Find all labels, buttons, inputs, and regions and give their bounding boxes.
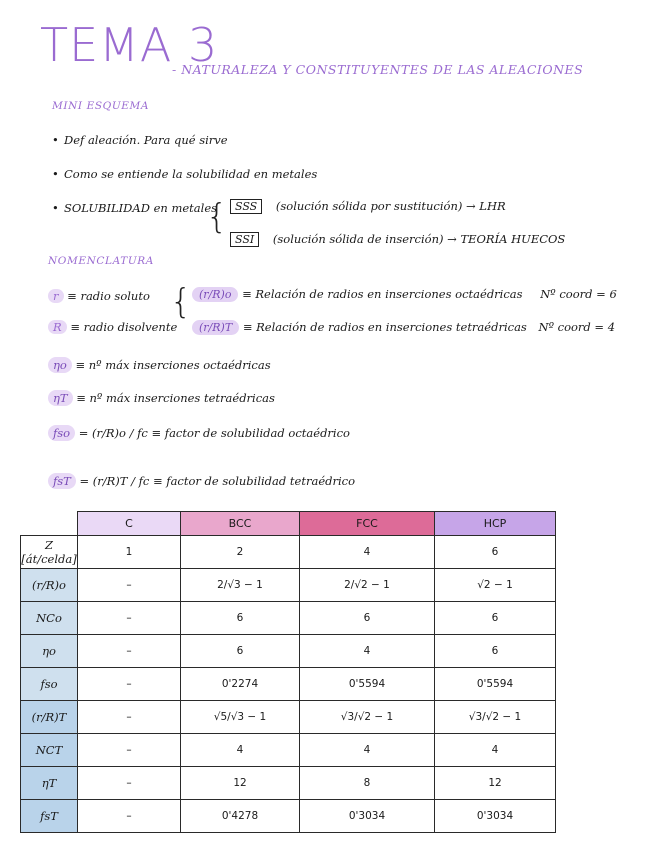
table-cell: 0'2274 bbox=[181, 668, 300, 701]
structure-table bbox=[20, 511, 556, 833]
brace-icon: { bbox=[170, 282, 192, 322]
ratio-o-symbol: (r/R)o bbox=[192, 287, 238, 302]
table-cell: 4 bbox=[300, 635, 435, 668]
row-label: (r/R)o bbox=[21, 569, 78, 602]
table-cell: 6 bbox=[435, 635, 556, 668]
table-cell: 2/√2 − 1 bbox=[300, 569, 435, 602]
table-row bbox=[21, 734, 556, 767]
ratio-o-def: ≡ Relación de radios en inserciones octaédricas bbox=[242, 287, 523, 301]
table-cell: – bbox=[78, 701, 181, 734]
bullet-dot-icon: • bbox=[52, 201, 59, 215]
table-header-row bbox=[21, 512, 556, 536]
row-label: (r/R)T bbox=[21, 701, 78, 734]
row-label: fso bbox=[21, 668, 78, 701]
table-cell: – bbox=[78, 635, 181, 668]
page-subtitle: - NATURALEZA Y CONSTITUYENTES DE LAS ALEACIONES bbox=[172, 62, 584, 77]
table-cell: 4 bbox=[435, 734, 556, 767]
table-cell: 8 bbox=[300, 767, 435, 800]
row-label: ηo bbox=[21, 635, 78, 668]
table-cell: 6 bbox=[300, 602, 435, 635]
table-cell: – bbox=[78, 767, 181, 800]
table-cell: 12 bbox=[435, 767, 556, 800]
eta-o-def: ≡ nº máx inserciones octaédricas bbox=[75, 358, 271, 372]
table-cell: 12 bbox=[181, 767, 300, 800]
table-cell: 6 bbox=[181, 635, 300, 668]
ssi-code: SSI bbox=[230, 232, 259, 247]
table-row bbox=[21, 668, 556, 701]
eta-o-symbol: ηo bbox=[48, 357, 72, 373]
table-cell: √5/√3 − 1 bbox=[181, 701, 300, 734]
table-row bbox=[21, 602, 556, 635]
table-cell: 4 bbox=[181, 734, 300, 767]
table-row bbox=[21, 701, 556, 734]
table-cell: – bbox=[78, 800, 181, 833]
table-cell: 4 bbox=[300, 734, 435, 767]
R-def-text: ≡ radio disolvente bbox=[70, 320, 178, 334]
fso-def: ≡ factor de solubilidad octaédrico bbox=[151, 426, 350, 440]
page-title: TEMA 3 bbox=[40, 18, 219, 72]
ratio-t-coord: Nº coord = 4 bbox=[538, 320, 616, 334]
col-header-c: C bbox=[78, 512, 181, 536]
fso-definition bbox=[48, 425, 350, 441]
table-cell: √2 − 1 bbox=[435, 569, 556, 602]
table-cell: 6 bbox=[181, 602, 300, 635]
row-label: fsT bbox=[21, 800, 78, 833]
row-label: ηT bbox=[21, 767, 78, 800]
sss-desc: (solución sólida por sustitución) → LHR bbox=[275, 199, 506, 213]
bullet-item bbox=[52, 201, 217, 215]
row-label: NCo bbox=[21, 602, 78, 635]
table-cell: 6 bbox=[435, 536, 556, 569]
table-cell: – bbox=[78, 734, 181, 767]
table-cell: – bbox=[78, 668, 181, 701]
fst-definition bbox=[48, 473, 355, 489]
brace-icon: { bbox=[206, 197, 228, 237]
ssi-desc: (solución sólida de inserción) → TEORÍA HUECOS bbox=[272, 232, 566, 246]
ratio-t-def: ≡ Relación de radios en inserciones tetraédricas bbox=[242, 320, 527, 334]
table-row bbox=[21, 800, 556, 833]
table-row bbox=[21, 767, 556, 800]
bullet-text: Def aleación. Para qué sirve bbox=[64, 133, 228, 147]
table-row bbox=[21, 569, 556, 602]
R-definition bbox=[48, 320, 177, 334]
table-cell: – bbox=[78, 602, 181, 635]
bullet-text: Como se entiende la solubilidad en metales bbox=[64, 167, 318, 181]
col-header-bcc: BCC bbox=[181, 512, 300, 536]
R-symbol: R bbox=[48, 320, 67, 334]
table-cell: 0'5594 bbox=[300, 668, 435, 701]
bullet-item bbox=[52, 167, 317, 181]
table-cell: 2 bbox=[181, 536, 300, 569]
row-label: NCT bbox=[21, 734, 78, 767]
bullet-text: SOLUBILIDAD en metales bbox=[64, 201, 218, 215]
r-definition bbox=[48, 289, 150, 303]
table-row bbox=[21, 635, 556, 668]
fso-symbol: fso bbox=[48, 425, 75, 441]
bullet-item bbox=[52, 133, 228, 147]
nomenclatura-heading: NOMENCLATURA bbox=[48, 255, 154, 267]
r-symbol: r bbox=[48, 289, 64, 303]
row-label: Z [át/celda] bbox=[21, 536, 78, 569]
solubility-sss bbox=[230, 199, 506, 213]
ratio-t-definition bbox=[192, 320, 615, 335]
eta-t-definition bbox=[48, 390, 275, 406]
eta-t-symbol: ηT bbox=[48, 390, 73, 406]
fso-formula: = (r/R)o / fc bbox=[78, 426, 148, 440]
table-corner bbox=[21, 512, 78, 536]
ratio-t-symbol: (r/R)T bbox=[192, 320, 239, 335]
ratio-o-coord: Nº coord = 6 bbox=[540, 287, 617, 301]
table-cell: 0'3034 bbox=[300, 800, 435, 833]
col-header-fcc: FCC bbox=[300, 512, 435, 536]
fst-formula: = (r/R)T / fc bbox=[79, 474, 150, 488]
table-cell: 1 bbox=[78, 536, 181, 569]
table-cell: 4 bbox=[300, 536, 435, 569]
mini-esquema-heading: MINI ESQUEMA bbox=[52, 100, 150, 112]
fst-def: ≡ factor de solubilidad tetraédrico bbox=[153, 474, 356, 488]
col-header-hcp: HCP bbox=[435, 512, 556, 536]
table-cell: 0'5594 bbox=[435, 668, 556, 701]
table-cell: 2/√3 − 1 bbox=[181, 569, 300, 602]
table-cell: 0'3034 bbox=[435, 800, 556, 833]
bullet-dot-icon: • bbox=[52, 133, 59, 147]
table-cell: 0'4278 bbox=[181, 800, 300, 833]
solubility-ssi bbox=[230, 232, 565, 246]
table-cell: – bbox=[78, 569, 181, 602]
bullet-dot-icon: • bbox=[52, 167, 59, 181]
eta-t-def: ≡ nº máx inserciones tetraédricas bbox=[76, 391, 275, 405]
table-cell: 6 bbox=[435, 602, 556, 635]
r-def-text: ≡ radio soluto bbox=[67, 289, 150, 303]
table-cell: √3/√2 − 1 bbox=[435, 701, 556, 734]
sss-code: SSS bbox=[230, 199, 262, 214]
fst-symbol: fsT bbox=[48, 473, 76, 489]
table-cell: √3/√2 − 1 bbox=[300, 701, 435, 734]
ratio-o-definition bbox=[192, 287, 617, 302]
eta-o-definition bbox=[48, 357, 271, 373]
table-row bbox=[21, 536, 556, 569]
